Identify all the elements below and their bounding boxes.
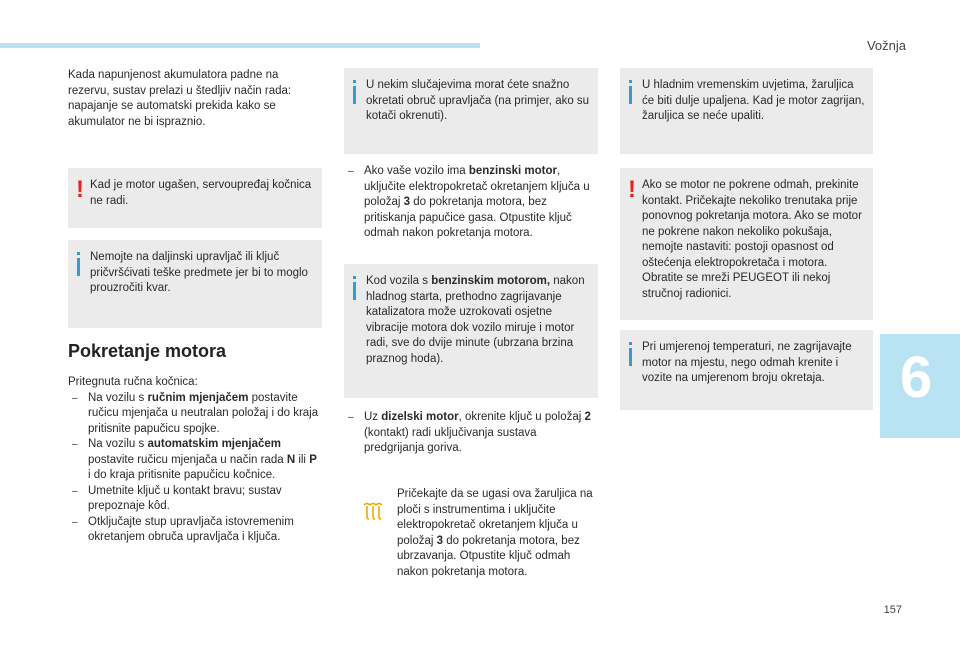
list-item: – Ako vaše vozilo ima benzinski motor, uključite elektropokretač okretanjem ključa u položaj 3 do pokretanja motora, bez pritiskanja papučice gasa. Otpustite ključ odmah nakon pokretanja motora. xyxy=(344,164,598,242)
petrol-instructions xyxy=(344,164,598,242)
info-box-cold-weather xyxy=(620,68,873,154)
info-text: U hladnim vremenskim uvjetima, žaruljica će biti dulje upaljena. Kad je motor zagrijan, žaruljica se neće upaliti. xyxy=(642,79,865,122)
info-box-temperature xyxy=(620,330,873,410)
info-icon xyxy=(76,252,81,276)
header-bar xyxy=(0,43,480,48)
page-heading: Pokretanje motora xyxy=(68,341,227,361)
warning-text: Kad je motor ugašen, servoupređaj kočnica ne radi. xyxy=(90,179,312,207)
info-text: Kod vozila s benzinskim motorom, nakon hladnog starta, prethodno zagrijavanje katalizatora može uzrokovati osjetne vibracije motora dok vozilo miruje i motor radi, sve do dvije minute (ubrzana brzina praznog hoda). xyxy=(366,275,585,365)
intro-paragraph: Kada napunjenost akumulatora padne na rezervu, sustav prelazi u štedljiv način rada: napajanje se automatski prekida kako se akumulator ne bi ispraznio. xyxy=(68,69,292,128)
info-text: Pri umjerenoj temperaturi, ne zagrijavajte motor na mjestu, nego odmah krenite i vozite na umjerenom broju okretaja. xyxy=(642,341,852,384)
exclamation-icon: ! xyxy=(628,176,636,203)
page-number: 157 xyxy=(883,604,902,616)
steps-list xyxy=(68,391,322,546)
exclamation-icon: ! xyxy=(76,176,84,203)
list-item: – Uz dizelski motor, okrenite ključ u položaj 2 (kontakt) radi uključivanja sustava predgrijanja goriva. xyxy=(344,410,598,457)
diesel-instructions xyxy=(344,410,598,457)
preheating-glow-plug-icon xyxy=(362,502,384,520)
info-box-steering xyxy=(344,68,598,154)
list-item: – Umetnite ključ u kontakt bravu; sustav prepoznaje kôd. xyxy=(68,484,322,515)
info-icon xyxy=(352,80,357,104)
list-item: – Na vozilu s automatskim mjenjačem postavite ručicu mjenjača u način rada N ili P i do kraja pritisnite papučicu kočnice. xyxy=(68,437,322,484)
chapter-tab: 6 xyxy=(880,334,960,438)
list-item: – Na vozilu s ručnim mjenjačem postavite ručicu mjenjača u neutralan položaj i do kraja pritisnite papučicu spojke. xyxy=(68,391,322,438)
warning-text: Ako se motor ne pokrene odmah, prekinite kontakt. Pričekajte nekoliko trenutaka prije ponovnog pokretanja motora. Ako se motor ne pokrene nakon nekoliko pokušaja, nemojte nastaviti: postoji opasnost od oštećenja elektropokretača i motora. Obratite se mreži PEUGEOT ili nekoj stručnoj radionici. xyxy=(642,179,862,300)
list-item: – Otključajte stup upravljača istovremenim okretanjem obruča upravljača i ključa. xyxy=(68,515,322,546)
info-box-catalyst xyxy=(344,264,598,398)
info-icon xyxy=(352,276,357,300)
info-icon xyxy=(628,80,633,104)
preheat-paragraph: Pričekajte da se ugasi ova žaruljica na ploči s instrumentima i uključite elektropokretač okretanjem ključa u položaj 3 do pokretanja motora, bez ubrzavanja. Otpustite ključ odmah nakon pokretanja motora. xyxy=(397,488,593,578)
steps-lead: Pritegnuta ručna kočnica: xyxy=(68,376,198,388)
warning-box-brakes xyxy=(68,168,322,228)
info-icon xyxy=(628,342,633,366)
section-title: Vožnja xyxy=(866,38,906,53)
start-steps xyxy=(68,375,322,546)
info-text: U nekim slučajevima morat ćete snažno okretati obruč upravljača (na primjer, ako su kotači okrenuti). xyxy=(366,79,590,122)
info-box-remote xyxy=(68,240,322,328)
warning-box-no-start xyxy=(620,168,873,320)
info-text: Nemojte na daljinski upravljač ili ključ pričvršćivati teške predmete jer bi to moglo prouzročiti kvar. xyxy=(90,251,308,294)
